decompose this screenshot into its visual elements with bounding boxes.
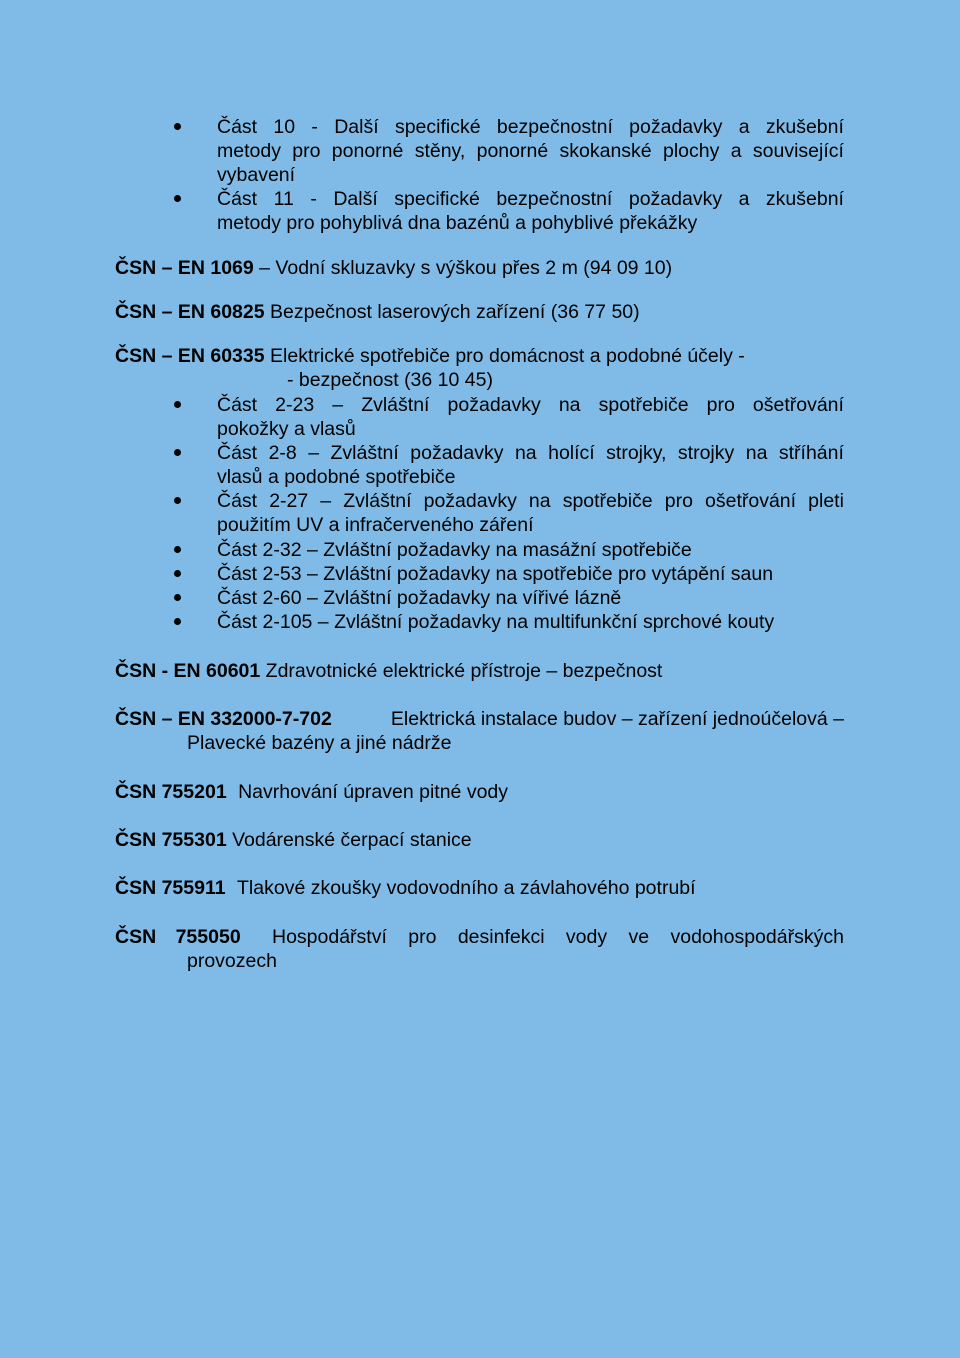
standard-title: Tlakové zkoušky vodovodního a závlahového potrubí: [237, 877, 696, 899]
word: Zvláštní: [330, 442, 399, 464]
word: požadavky: [447, 394, 541, 416]
word: požadavky: [410, 442, 504, 464]
word: 2-23: [275, 394, 315, 416]
standard-title: Elektrické spotřebiče pro domácnost a podobné účely -: [270, 345, 745, 367]
word: desinfekci: [457, 926, 545, 948]
standard-title: Bezpečnost laserových zařízení (36 77 50): [270, 301, 640, 323]
word: zkušební: [765, 116, 844, 138]
standard-code: ČSN - EN 60601: [115, 660, 261, 682]
word: metody: [217, 140, 281, 162]
bullet-icon: [174, 618, 181, 625]
word: 2-27: [269, 490, 309, 512]
word: pro: [408, 926, 437, 948]
word: strojky,: [606, 442, 667, 464]
standard-entry: [115, 876, 696, 900]
word: holící: [548, 442, 595, 464]
list-item-line: [217, 187, 844, 211]
word: Část: [217, 490, 258, 512]
word: a: [738, 188, 750, 210]
bullet-icon: [174, 401, 181, 408]
word: Část: [217, 394, 258, 416]
word: stěny,: [414, 140, 466, 162]
standard-title-cont: - bezpečnost (36 10 45): [287, 369, 493, 391]
standard-code: ČSN – EN 1069: [115, 257, 254, 279]
word: skokanské: [559, 140, 652, 162]
word: ošetřování: [705, 490, 797, 512]
word: požadavky: [423, 490, 517, 512]
standard-code: ČSN 755301: [115, 829, 227, 851]
word: spotřebiče: [598, 394, 689, 416]
word: Další: [334, 116, 379, 138]
word: Část: [217, 116, 258, 138]
standard-entry: [115, 780, 508, 804]
standard-code: ČSN – EN 60825: [115, 301, 265, 323]
word: Část: [217, 442, 258, 464]
word: –: [320, 490, 332, 512]
standard-entry: [115, 828, 472, 852]
word: související: [752, 140, 844, 162]
standard-title: – Vodní skluzavky s výškou přes 2 m (94 09 10): [259, 257, 673, 279]
list-item-line: pokožky a vlasů: [217, 418, 356, 440]
standard-entry: [115, 659, 662, 683]
word: na: [558, 394, 581, 416]
standard-title: Navrhování úpraven pitné vody: [238, 781, 509, 803]
word: specifické: [394, 188, 480, 210]
list-item-line: [217, 139, 844, 163]
word: ve: [628, 926, 650, 948]
list-item-line: vlasů a podobné spotřebiče: [217, 466, 456, 488]
standard-title: Zdravotnické elektrické přístroje – bezpečnost: [265, 660, 663, 682]
word: bezpečnostní: [496, 188, 613, 210]
list-item-line: [217, 115, 844, 139]
word: na: [528, 490, 551, 512]
word: 10: [273, 116, 296, 138]
bullet-icon: [174, 546, 181, 553]
word: požadavky: [629, 116, 723, 138]
standard-entry: [115, 300, 640, 324]
word: –: [332, 394, 344, 416]
word: pleti: [808, 490, 844, 512]
word: 2-8: [268, 442, 297, 464]
standard-code: ČSN 755201: [115, 781, 227, 803]
word: na: [514, 442, 537, 464]
standard-title-cont: provozech: [187, 950, 277, 972]
word: vodohospodářských: [670, 926, 844, 948]
list-item-line: použitím UV a infračerveného záření: [217, 514, 534, 536]
word: pro: [706, 394, 735, 416]
word: -: [310, 188, 317, 210]
word: -: [311, 116, 318, 138]
list-item-line: Část 2-60 – Zvláštní požadavky na vířivé lázně: [217, 587, 622, 609]
word: Část: [217, 188, 258, 210]
word: stříhání: [778, 442, 844, 464]
bullet-icon: [174, 449, 181, 456]
standard-entry: [115, 344, 745, 368]
standard-code: ČSN 755911: [115, 877, 226, 899]
word: Hospodářství: [272, 926, 387, 948]
standard-entry: [115, 925, 844, 949]
standard-code: ČSN – EN 332000-7-702: [115, 708, 332, 730]
bullet-icon: [174, 123, 181, 130]
list-item-line: [217, 441, 844, 465]
bullet-icon: [174, 594, 181, 601]
list-item-line: Část 2-53 – Zvláštní požadavky na spotřebiče pro vytápění saun: [217, 563, 774, 585]
standard-title-cont: Plavecké bazény a jiné nádrže: [187, 732, 452, 754]
standard-code: ČSN 755050: [115, 926, 241, 948]
word: specifické: [394, 116, 481, 138]
word: ponorné: [331, 140, 404, 162]
word: Zvláštní: [361, 394, 430, 416]
word: bezpečnostní: [496, 116, 613, 138]
standard-entry: [115, 256, 672, 280]
word: –: [308, 442, 320, 464]
word: a: [730, 140, 742, 162]
word: na: [745, 442, 768, 464]
word: strojky: [677, 442, 735, 464]
word: pro: [664, 490, 693, 512]
list-item-line: [217, 393, 844, 417]
word: ošetřování: [752, 394, 844, 416]
standard-entry: [115, 707, 844, 731]
word: pro: [292, 140, 321, 162]
standard-title: Elektrická instalace budov – zařízení jednoúčelová –: [390, 708, 844, 730]
word: 11: [273, 188, 294, 210]
word: požadavky: [628, 188, 723, 210]
standard-title: [272, 925, 844, 949]
bullet-icon: [174, 497, 181, 504]
word: Zvláštní: [343, 490, 412, 512]
standard-title: Vodárenské čerpací stanice: [232, 829, 472, 851]
word: ponorné: [476, 140, 549, 162]
word: a: [738, 116, 750, 138]
word: zkušební: [765, 188, 844, 210]
list-item-line: [217, 489, 844, 513]
standard-code: ČSN – EN 60335: [115, 345, 265, 367]
bullet-icon: [174, 195, 181, 202]
list-item-line: vybavení: [217, 164, 296, 186]
word: spotřebiče: [562, 490, 653, 512]
list-item-line: Část 2-105 – Zvláštní požadavky na multifunkční sprchové kouty: [217, 611, 775, 633]
word: vody: [565, 926, 608, 948]
list-item-line: Část 2-32 – Zvláštní požadavky na masážní spotřebiče: [217, 539, 692, 561]
word: plochy: [662, 140, 720, 162]
list-item-line: metody pro pohyblivá dna bazénů a pohyblivé překážky: [217, 212, 698, 234]
word: Další: [333, 188, 378, 210]
bullet-icon: [174, 570, 181, 577]
